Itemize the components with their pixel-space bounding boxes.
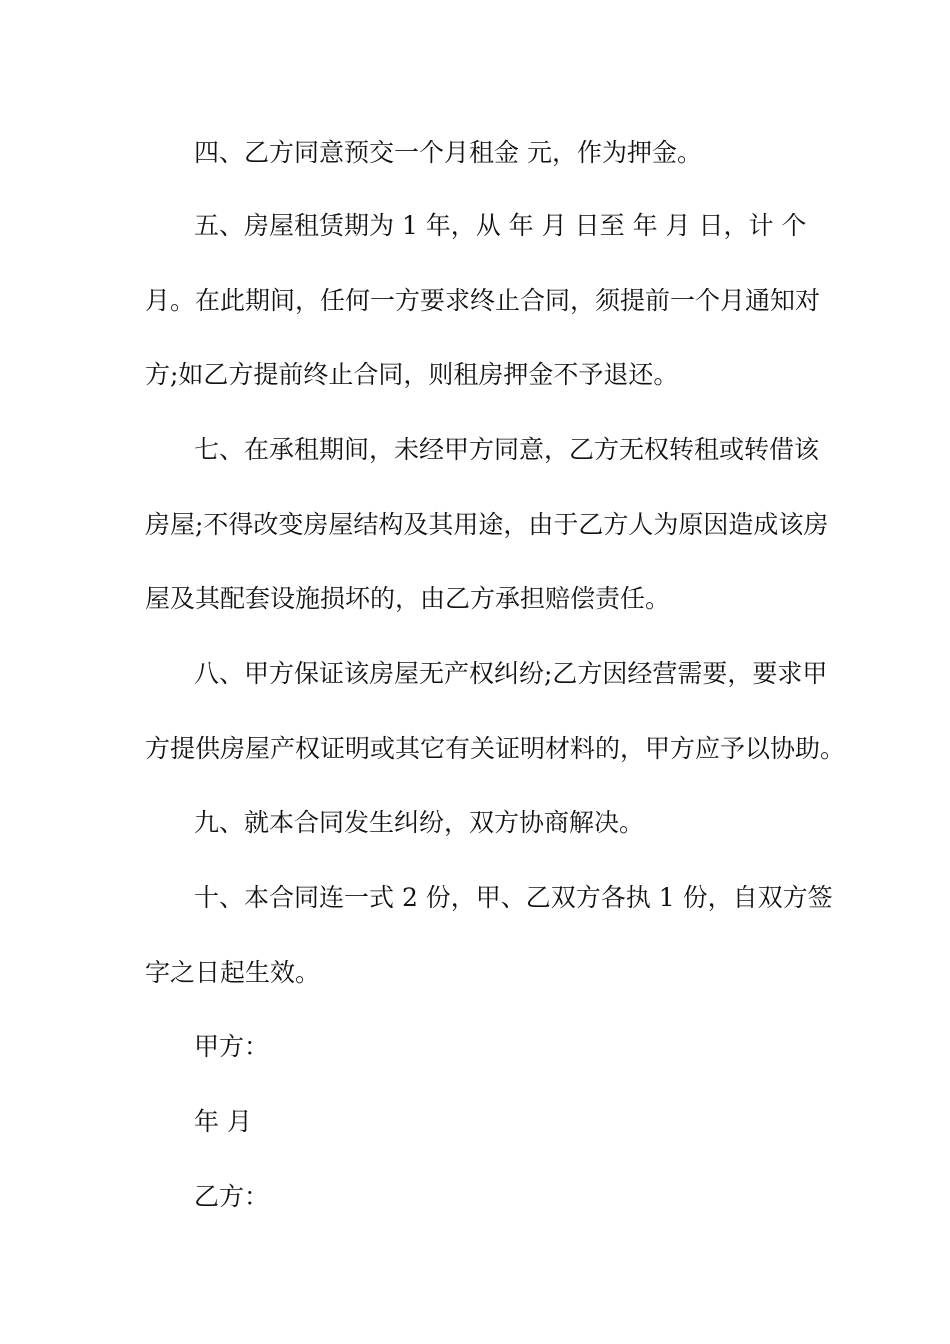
- clause-8-line-1: 八、甲方保证该房屋无产权纠纷;乙方因经营需要，要求甲: [194, 659, 828, 688]
- clause-5-line-3: 方;如乙方提前终止合同，则租房押金不予退还。: [145, 360, 679, 389]
- clause-7-line-3: 屋及其配套设施损坏的，由乙方承担赔偿责任。: [145, 584, 671, 613]
- clause-10-line-1: 十、本合同连一式 2 份，甲、乙双方各执 1 份，自双方签: [194, 883, 833, 912]
- clause-5-line-1: 五、房屋租赁期为 1 年，从 年 月 日至 年 月 日，计 个: [194, 211, 807, 240]
- clause-8-line-2: 方提供房屋产权证明或其它有关证明材料的，甲方应予以协助。: [145, 734, 846, 763]
- clause-7-line-1: 七、在承租期间，未经甲方同意，乙方无权转租或转借该: [194, 435, 820, 464]
- clause-7-line-2: 房屋;不得改变房屋结构及其用途，由于乙方人为原因造成该房: [145, 510, 829, 539]
- clause-5-line-2: 月。在此期间，任何一方要求终止合同，须提前一个月通知对: [145, 286, 821, 315]
- party-b-signature-label: 乙方：: [194, 1182, 270, 1211]
- clause-4-line-1: 四、乙方同意预交一个月租金 元，作为押金。: [194, 138, 702, 167]
- signature-date-label: 年 月: [194, 1107, 252, 1136]
- clause-9-line-1: 九、就本合同发生纠纷，双方协商解决。: [194, 808, 645, 837]
- party-a-signature-label: 甲方：: [194, 1032, 270, 1061]
- clause-10-line-2: 字之日起生效。: [145, 958, 321, 987]
